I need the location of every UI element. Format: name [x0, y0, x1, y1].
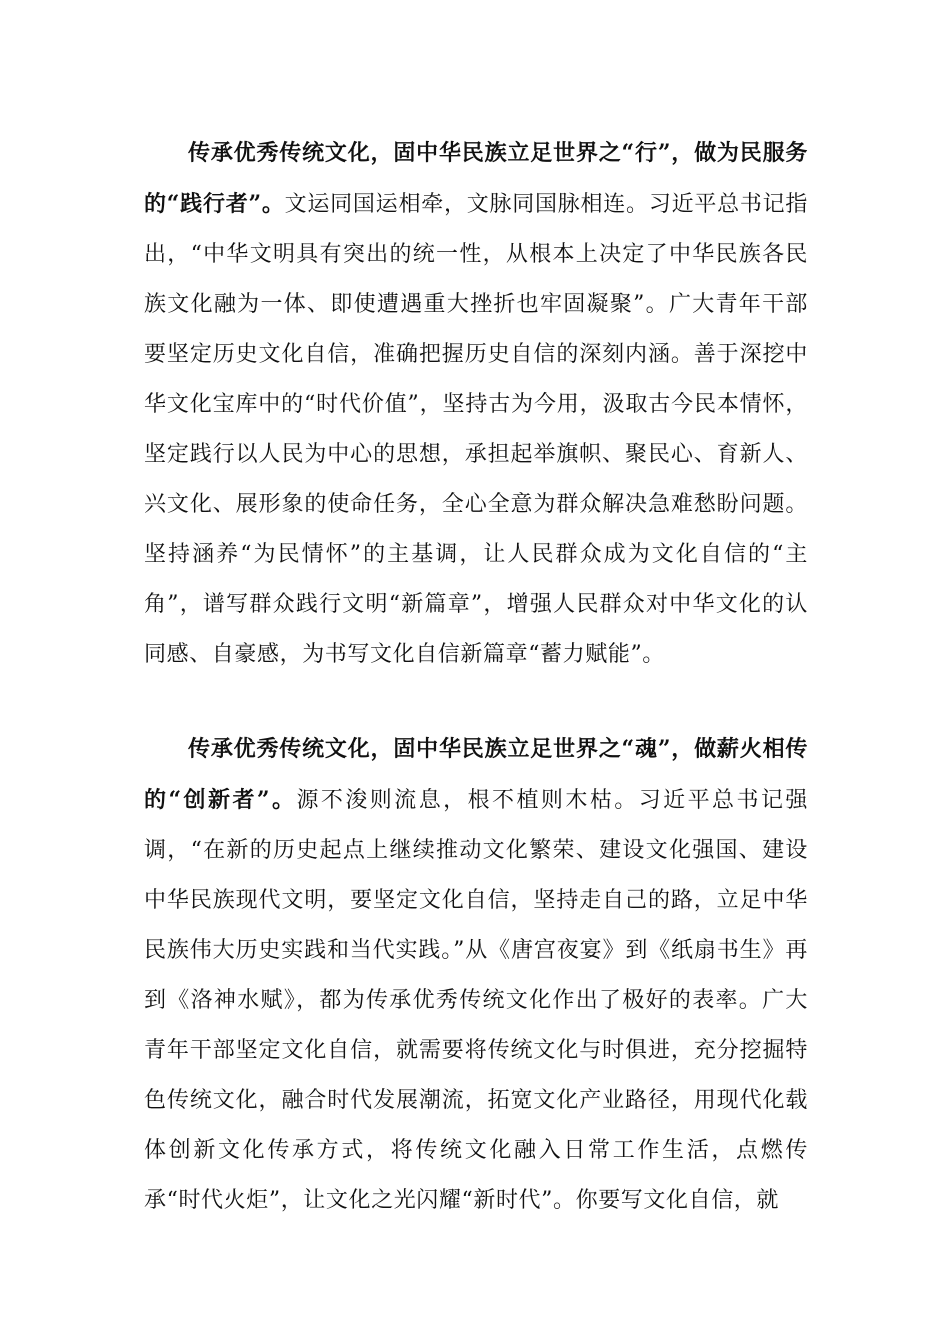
paragraph-2-lead: 传承优秀传统文化，固中华民族立足世界之“魂”，做薪火相传的“创新者”。: [144, 736, 808, 813]
paragraph-1-lead: 传承优秀传统文化，固中华民族立足世界之“行”，做为民服务的“践行者”。: [144, 140, 808, 217]
paragraph-1: [144, 128, 808, 680]
paragraph-2: [144, 724, 808, 1226]
paragraph-1-body: 文运同国运相牵，文脉同国脉相连。习近平总书记指出，“中华文明具有突出的统一性，从根本上决定了中华民族各民族文化融为一体、即使遭遇重大挫折也牢固凝聚”。广大青年干部要坚定历史文化自信，准确把握历史自信的深刻内涵。善于深挖中华文化宝库中的“时代价值”，坚持古为今用，汲取古今民本情怀，坚定践行以人民为中心的思想，承担起举旗帜、聚民心、育新人、兴文化、展形象的使命任务，全心全意为群众解决急难愁盼问题。坚持涵养“为民情怀”的主基调，让人民群众成为文化自信的“主角”，谱写群众践行文明“新篇章”，增强人民群众对中华文化的认同感、自豪感，为书写文化自信新篇章“蓄力赋能”。: [144, 192, 808, 667]
paragraph-2-body: 源不浚则流息，根不植则木枯。习近平总书记强调，“在新的历史起点上继续推动文化繁荣、建设文化强国、建设中华民族现代文明，要坚定文化自信，坚持走自己的路，立足中华民族伟大历史实践和当代实践。”从《唐宫夜宴》到《纸扇书生》再到《洛神水赋》，都为传承优秀传统文化作出了极好的表率。广大青年干部坚定文化自信，就需要将传统文化与时俱进，充分挖掘特色传统文化，融合时代发展潮流，拓宽文化产业路径，用现代化载体创新文化传承方式，将传统文化融入日常工作生活，点燃传承“时代火炬”，让文化之光闪耀“新时代”。你要写文化自信，就: [144, 788, 808, 1213]
